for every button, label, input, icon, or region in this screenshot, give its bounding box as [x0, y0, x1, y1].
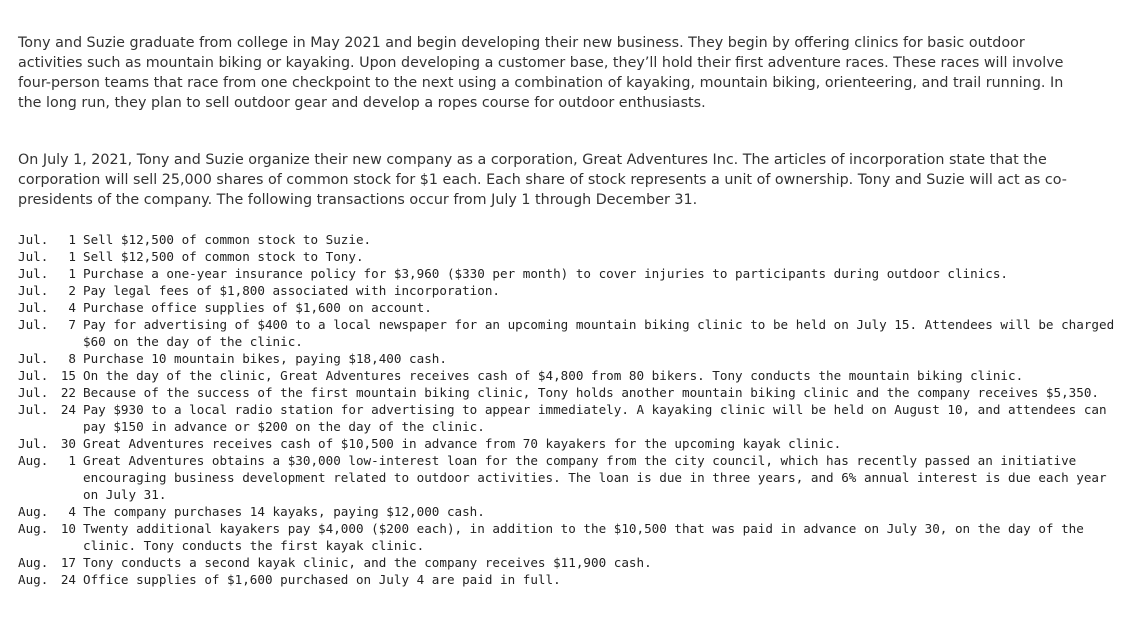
transaction-day: 2 [68, 283, 76, 298]
transaction-row [18, 452, 1118, 503]
transaction-month: Aug. [18, 504, 49, 519]
transaction-text: Great Adventures obtains a $30,000 low-interest loan for the company from the city council, which has recently passed an initiative encouraging business development related to outdoor activities. The loan is due in three years, and 6% annual interest is due each year on July 31. [83, 453, 1107, 502]
transaction-text: Sell $12,500 of common stock to Suzie. [83, 232, 372, 247]
transaction-row [18, 554, 1118, 571]
transaction-text: Office supplies of $1,600 purchased on July 4 are paid in full. [83, 572, 561, 587]
transaction-text: Purchase 10 mountain bikes, paying $18,400 cash. [83, 351, 447, 366]
transaction-row [18, 435, 1118, 452]
transaction-text: Pay legal fees of $1,800 associated with incorporation. [83, 283, 501, 298]
transaction-month: Jul. [18, 232, 49, 247]
transaction-row [18, 282, 1118, 299]
transaction-day: 15 [60, 368, 76, 383]
transaction-day: 1 [68, 266, 76, 281]
transaction-row [18, 316, 1118, 350]
incorporation-paragraph: On July 1, 2021, Tony and Suzie organize their new company as a corporation, Great Adventures Inc. The articles of incorporation state that the corporation will sell 25,000 shares of common stock for $1 each. Each share of stock represents a unit of ownership. Tony and Suzie will act as co-presidents of the company. The following transactions occur from July 1 through December 31. [18, 152, 1067, 208]
transaction-month: Jul. [18, 385, 49, 400]
transaction-text: Pay for advertising of $400 to a local newspaper for an upcoming mountain biking clinic to be held on July 15. Attendees will be charged $60 on the day of the clinic. [83, 317, 1115, 349]
transaction-day: 7 [68, 317, 76, 332]
transaction-month: Jul. [18, 300, 49, 315]
transaction-row [18, 384, 1118, 401]
transaction-text: Sell $12,500 of common stock to Tony. [83, 249, 364, 264]
transaction-month: Aug. [18, 555, 49, 570]
transaction-day: 8 [68, 351, 76, 366]
transaction-text: Pay $930 to a local radio station for advertising to appear immediately. A kayaking clinic will be held on August 10, and attendees can pay $150 in advance or $200 on the day of the clinic. [83, 402, 1107, 434]
transaction-day: 1 [68, 232, 76, 247]
transaction-row [18, 367, 1118, 384]
transaction-text: Purchase a one-year insurance policy for $3,960 ($330 per month) to cover injuries to participants during outdoor clinics. [83, 266, 1009, 281]
transaction-day: 22 [60, 385, 76, 400]
transaction-row [18, 401, 1118, 435]
transaction-month: Jul. [18, 283, 49, 298]
transaction-month: Aug. [18, 453, 49, 468]
transaction-text: Purchase office supplies of $1,600 on account. [83, 300, 432, 315]
transaction-row [18, 299, 1118, 316]
transaction-month: Jul. [18, 317, 49, 332]
transaction-row [18, 265, 1118, 282]
transaction-day: 17 [60, 555, 76, 570]
transaction-text: Because of the success of the first mountain biking clinic, Tony holds another mountain biking clinic and the company receives $5,350. [83, 385, 1099, 400]
transaction-text: Twenty additional kayakers pay $4,000 ($200 each), in addition to the $10,500 that was paid in advance on July 30, on the day of the clinic. Tony conducts the first kayak clinic. [83, 521, 1084, 553]
transaction-row [18, 231, 1118, 248]
transaction-day: 4 [68, 504, 76, 519]
transaction-month: Jul. [18, 266, 49, 281]
transaction-day: 24 [60, 572, 76, 587]
transaction-month: Jul. [18, 436, 49, 451]
transaction-day: 24 [60, 402, 76, 417]
transaction-text: On the day of the clinic, Great Adventures receives cash of $4,800 from 80 bikers. Tony conducts the mountain biking clinic. [83, 368, 1024, 383]
transaction-day: 1 [68, 249, 76, 264]
transaction-text: The company purchases 14 kayaks, paying $12,000 cash. [83, 504, 485, 519]
transaction-row [18, 503, 1118, 520]
transaction-row [18, 520, 1118, 554]
transaction-month: Jul. [18, 249, 49, 264]
transaction-row [18, 248, 1118, 265]
transaction-row [18, 571, 1118, 588]
transaction-month: Aug. [18, 521, 49, 536]
transaction-text: Great Adventures receives cash of $10,500 in advance from 70 kayakers for the upcoming kayak clinic. [83, 436, 842, 451]
transaction-month: Jul. [18, 402, 49, 417]
transaction-month: Jul. [18, 368, 49, 383]
transaction-list [18, 231, 1118, 588]
transaction-day: 10 [60, 521, 76, 536]
transaction-row [18, 350, 1118, 367]
transaction-day: 4 [68, 300, 76, 315]
transaction-month: Aug. [18, 572, 49, 587]
transaction-day: 30 [60, 436, 76, 451]
transaction-text: Tony conducts a second kayak clinic, and the company receives $11,900 cash. [83, 555, 652, 570]
transaction-day: 1 [68, 453, 76, 468]
intro-paragraph: Tony and Suzie graduate from college in May 2021 and begin developing their new business. They begin by offering clinics for basic outdoor activities such as mountain biking or kayaking. Upon developing a customer base, they’ll hold their first adventure races. These races will involve four-person teams that race from one checkpoint to the next using a combination of kayaking, mountain biking, orienteering, and trail running. In the long run, they plan to sell outdoor gear and develop a ropes course for outdoor enthusiasts. [18, 35, 1064, 111]
transaction-month: Jul. [18, 351, 49, 366]
